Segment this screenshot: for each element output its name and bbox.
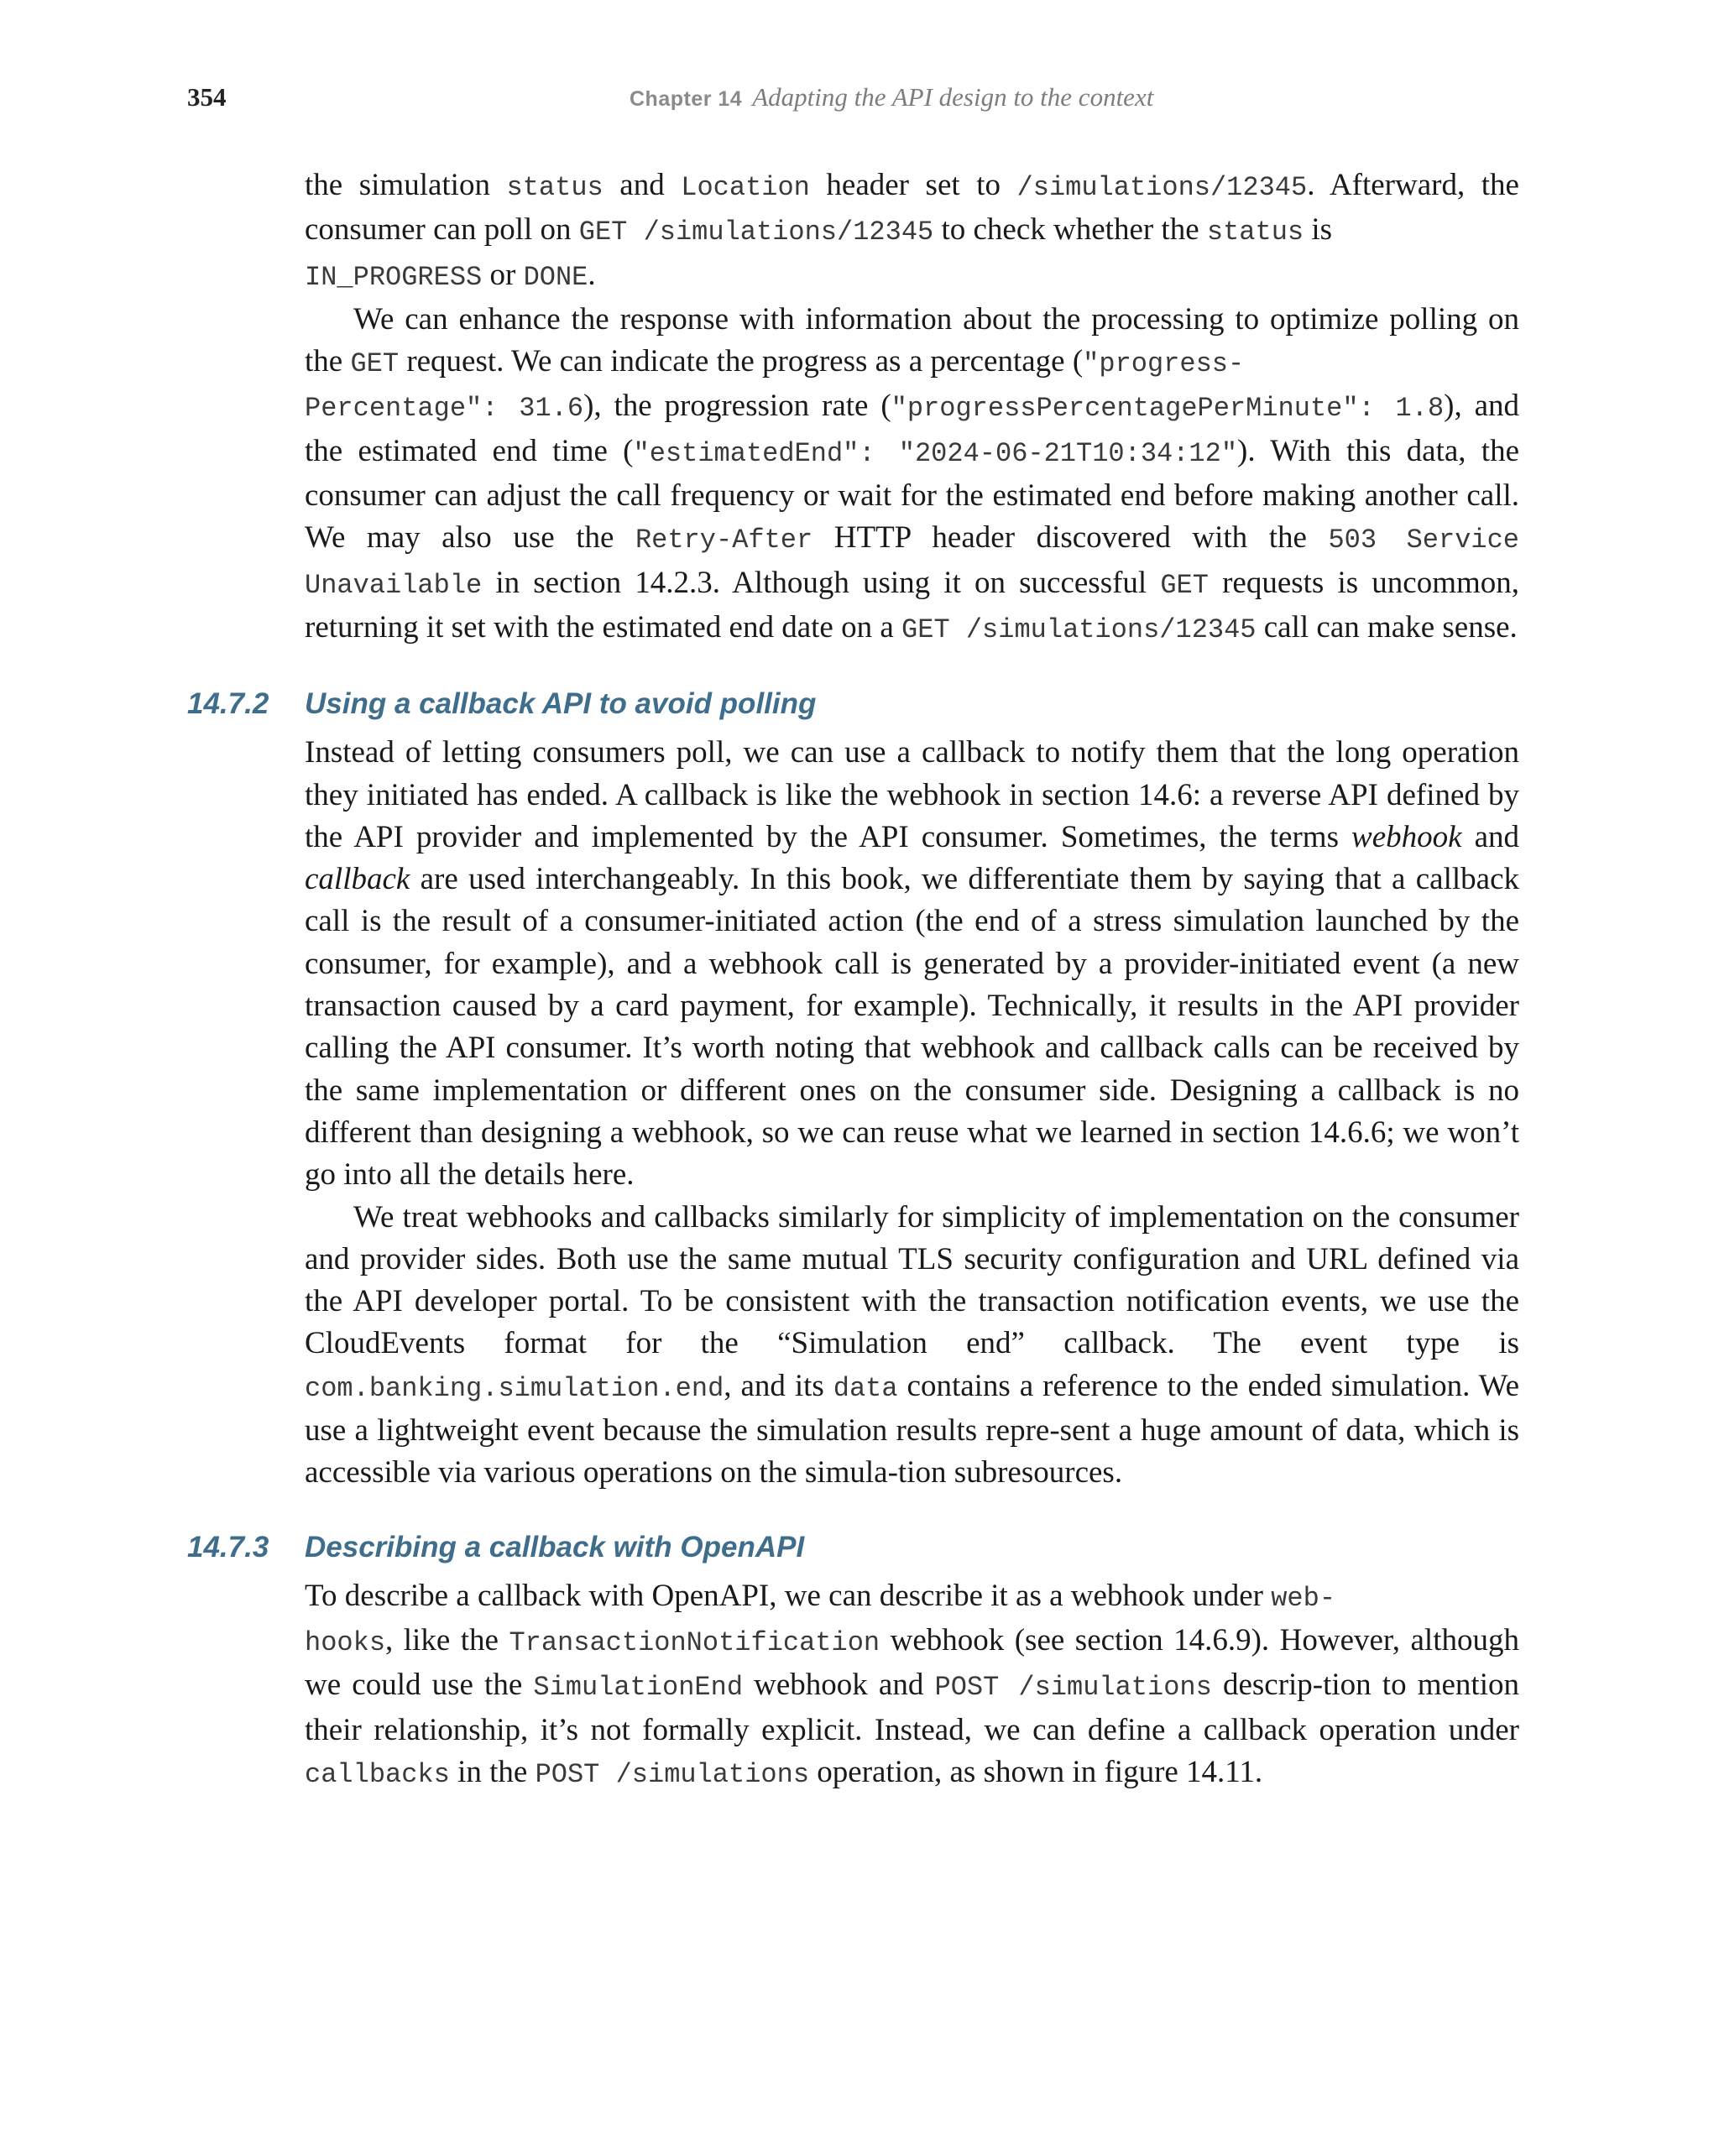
section-title: Using a callback API to avoid polling	[305, 687, 817, 721]
text: ), the progression rate (	[583, 389, 891, 424]
code-term: TransactionNotification	[509, 1626, 880, 1658]
text: requests is uncommon, returning it set with the estimated end date on a	[305, 565, 1519, 645]
text: , and its	[724, 1368, 833, 1403]
text: contains a reference to the ended simulation. We use a lightweight event because the simulation results repre-sent a huge amount of data, which is accessible via various operations on the simula-tion subresources.	[305, 1368, 1519, 1490]
text: are used interchangeably. In this book, we differentiate them by saying that a callback call is the result of a consumer-initiated action (the end of a stress simulation launched by the consumer, for example), and a webhook call is generated by a provider-initiated event (a new transaction caused by a card payment, for example). Technically, it results in the API provider calling the API consumer. It’s worth noting that webhook and callback calls can be received by the same implementation or different ones on the consumer side. Designing a callback is no different than designing a webhook, so we can reuse what we learned in section 14.6.6; we won’t go into all the details here.	[305, 862, 1519, 1193]
text: the simulation	[305, 168, 507, 202]
text: to check whether the	[933, 212, 1207, 248]
chapter-label: Chapter 14	[630, 87, 743, 111]
code-term: Location	[681, 172, 810, 203]
text: in the	[449, 1754, 536, 1789]
paragraph-5	[305, 1575, 1519, 1796]
text: To describe a callback with OpenAPI, we can describe it as a webhook under	[305, 1578, 1272, 1613]
code-term: /simulations/12345	[1016, 172, 1308, 203]
chapter-title: Adapting the API design to the context	[752, 82, 1154, 112]
code-term: DONE	[523, 261, 588, 293]
text: , like the	[385, 1622, 509, 1657]
text: is	[1304, 212, 1333, 248]
text: . Afterward, the consumer can poll on	[305, 168, 1519, 248]
paragraph-4	[305, 1197, 1519, 1495]
section-number: 14.7.3	[187, 1530, 269, 1563]
text: .	[588, 257, 596, 292]
code-term: POST /simulations	[535, 1758, 810, 1790]
text: ). With this data, the consumer can adjust the call frequency or wait for the estimated end before making another call. We may also use the	[305, 433, 1519, 556]
text: operation, as shown in figure 14.11.	[809, 1754, 1263, 1789]
code-term: data	[833, 1372, 898, 1404]
text: We can enhance the response with information about the processing to optimize polling on the	[305, 301, 1519, 379]
text: or	[482, 257, 524, 292]
code-term: "progressPercentagePerMinute": 1.8	[891, 393, 1445, 425]
code-term: IN_PROGRESS	[305, 261, 483, 293]
text: call can make sense.	[1256, 609, 1518, 645]
code-term: GET	[350, 348, 400, 380]
emphasis-term: callback	[305, 862, 410, 897]
text: ), and the estimated end time (	[305, 389, 1520, 468]
page-number: 354	[187, 82, 227, 112]
code-term: Retry-After	[635, 525, 813, 556]
page-header	[187, 82, 1564, 124]
code-term: status	[1206, 217, 1304, 248]
text: webhook (see section 14.6.9). However, although we could use the	[305, 1622, 1519, 1703]
text: and	[603, 168, 682, 202]
code-term: hooks	[305, 1626, 386, 1658]
paragraph-3	[305, 732, 1519, 1196]
text: in section 14.2.3. Although using it on successful	[482, 565, 1161, 600]
code-term: SimulationEnd	[533, 1672, 744, 1704]
code-term: "progress-	[1083, 348, 1245, 380]
text: request. We can indicate the progress as a percentage (	[399, 344, 1084, 379]
code-term: 503 Service Unavailable	[305, 525, 1520, 601]
code-term: GET	[1160, 569, 1209, 601]
code-term: Percentage": 31.6	[305, 393, 584, 425]
emphasis-term: webhook	[1351, 819, 1462, 854]
text: descrip-tion to mention their relationship, it’s not formally explicit. Instead, we can define a callback operation under	[305, 1668, 1519, 1747]
code-term: POST /simulations	[934, 1672, 1212, 1704]
section-heading-14-7-2	[187, 681, 1519, 727]
main-content	[187, 164, 1520, 1796]
running-head	[630, 82, 1153, 112]
code-term: callbacks	[305, 1758, 450, 1790]
text: HTTP header discovered with the	[812, 520, 1329, 556]
text: webhook and	[743, 1668, 935, 1703]
section-heading-14-7-3	[187, 1525, 1519, 1570]
section-number: 14.7.2	[187, 687, 269, 721]
code-term: GET /simulations/12345	[901, 613, 1257, 645]
text: header set to	[809, 168, 1017, 202]
text: We treat webhooks and callbacks similarly for simplicity of implementation on the consumer and provider sides. Both use the same mutual TLS security configuration and URL defined via the API developer portal. To be consistent with the transaction notification events, we use the CloudEvents format for the “Simulation end” callback. The event type is	[305, 1199, 1519, 1361]
code-term: GET /simulations/12345	[578, 217, 934, 248]
text: and	[1461, 819, 1519, 854]
code-term: "estimatedEnd": "2024-06-21T10:34:12"	[633, 437, 1238, 469]
section-title: Describing a callback with OpenAPI	[305, 1530, 805, 1563]
code-term: com.banking.simulation.end	[305, 1372, 724, 1404]
text: Instead of letting consumers poll, we can use a callback to notify them that the long operation they initiated has ended. A callback is like the webhook in section 14.6: a reverse API defined by the API provider and implemented by the API consumer. Sometimes, the terms	[305, 735, 1519, 854]
code-term: web-	[1271, 1582, 1336, 1614]
paragraph-2	[305, 299, 1519, 651]
paragraph-1	[305, 164, 1519, 299]
code-term: status	[506, 172, 603, 203]
